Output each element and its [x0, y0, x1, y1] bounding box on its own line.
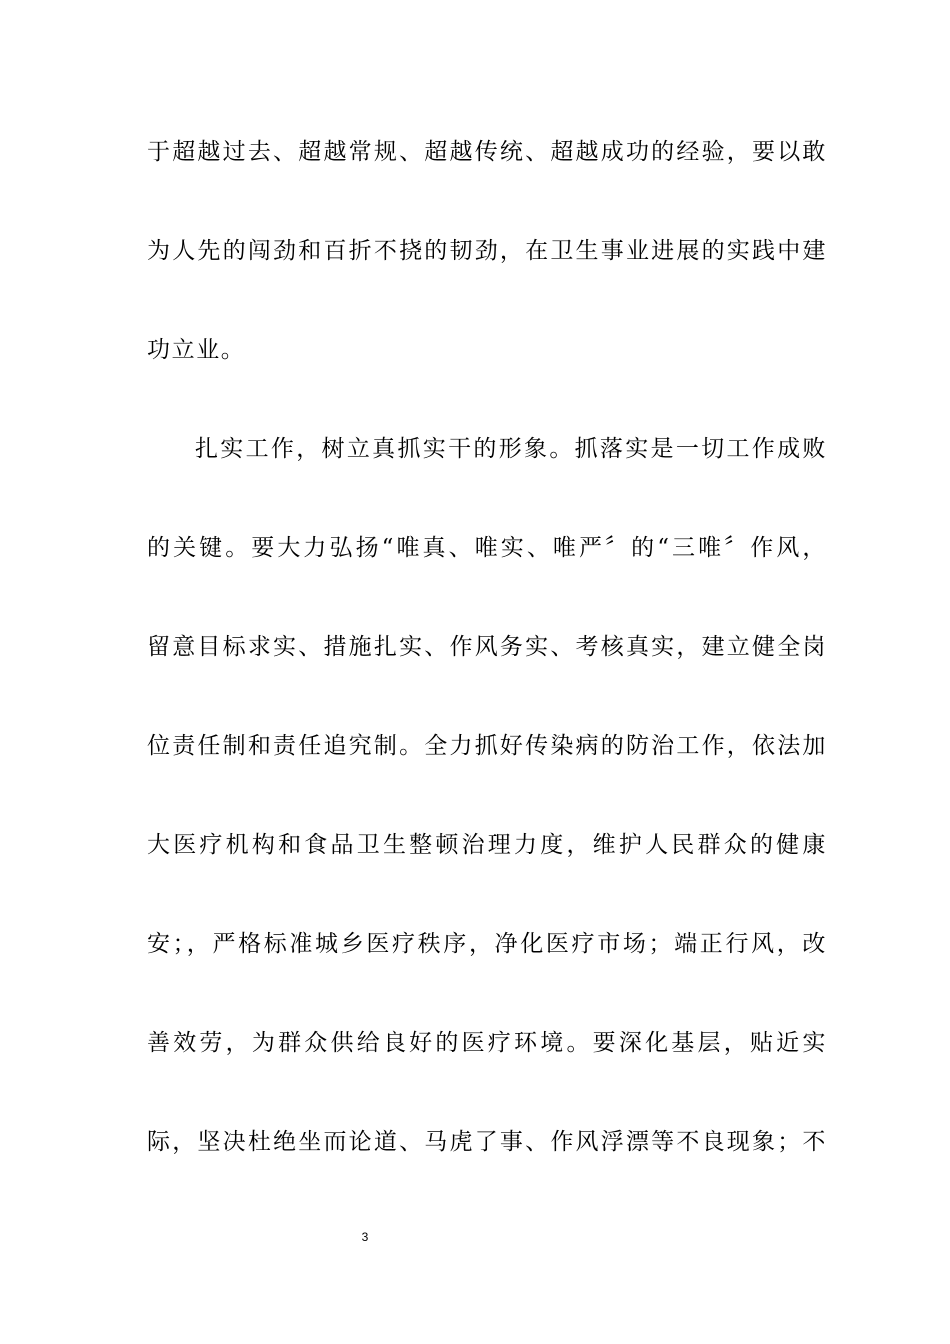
text-line-7: 位责任制和责任追究制。全力抓好传染病的防治工作，依法加	[147, 733, 827, 759]
text-line-8: 大医疗机构和食品卫生整顿治理力度，维护人民群众的健康	[147, 832, 827, 858]
text-line-6: 留意目标求实、措施扎实、作风务实、考核真实，建立健全岗	[147, 634, 827, 660]
text-line-10: 善效劳，为群众供给良好的医疗环境。要深化基层，贴近实	[147, 1030, 827, 1056]
text-line-2: 为人先的闯劲和百折不挠的韧劲，在卫生事业进展的实践中建	[147, 238, 827, 264]
text-line-9: 安；，严格标准城乡医疗秩序，净化医疗市场；端正行风，改	[147, 931, 827, 957]
text-line-4: 扎实工作，树立真抓实干的形象。抓落实是一切工作成败	[195, 436, 827, 462]
text-line-3: 功立业。	[147, 337, 246, 363]
page-number: 3	[361, 1230, 369, 1244]
text-line-1: 于超越过去、超越常规、超越传统、超越成功的经验，要以敢	[147, 139, 827, 165]
text-line-11: 际，坚决杜绝坐而论道、马虎了事、作风浮漂等不良现象；不	[147, 1129, 827, 1155]
text-line-5: 的关键。要大力弘扬“唯真、唯实、唯严〞的“三唯〞作风，	[147, 535, 827, 561]
